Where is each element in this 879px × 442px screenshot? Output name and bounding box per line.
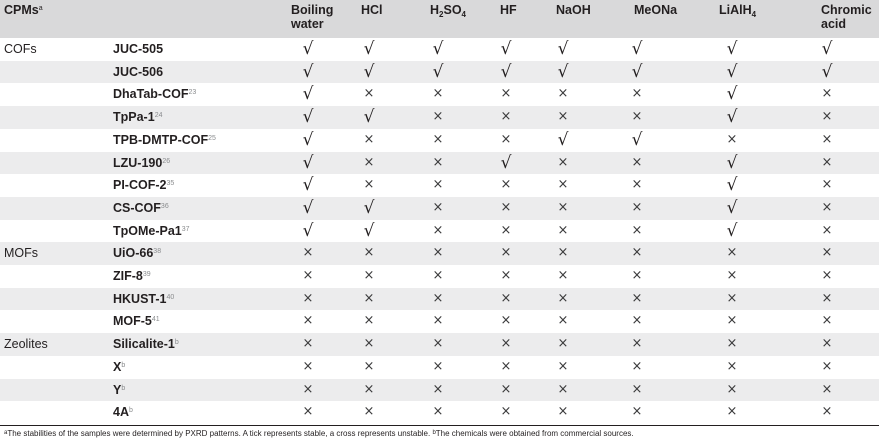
stable-tick-mark: √ <box>631 39 643 59</box>
unstable-cross-mark: × <box>557 222 569 238</box>
header-meona: MeONa <box>634 3 678 17</box>
unstable-cross-mark: × <box>726 358 738 374</box>
unstable-cross-mark: × <box>821 222 833 238</box>
header-lialh4: LiAlH$_4$ <box>719 3 757 19</box>
row-material-name <box>113 174 174 197</box>
unstable-cross-mark: × <box>363 381 375 397</box>
unstable-cross-mark: × <box>432 199 444 215</box>
stable-tick-mark: √ <box>302 220 314 241</box>
material-reference: 25 <box>208 134 216 142</box>
row-material-name <box>113 220 190 243</box>
unstable-cross-mark: × <box>821 131 833 147</box>
material-name-text: Silicalite-1 <box>113 337 175 352</box>
unstable-cross-mark: × <box>363 86 375 102</box>
stable-tick-mark: √ <box>302 152 314 173</box>
unstable-cross-mark: × <box>363 154 375 170</box>
unstable-cross-mark: × <box>726 268 738 283</box>
unstable-cross-mark: × <box>821 177 833 193</box>
unstable-cross-mark: × <box>557 336 569 352</box>
material-reference: 39 <box>142 271 151 278</box>
stable-tick-mark: √ <box>631 129 643 150</box>
unstable-cross-mark: × <box>432 404 444 420</box>
unstable-cross-mark: × <box>500 109 512 125</box>
unstable-cross-mark: × <box>557 404 569 420</box>
unstable-cross-mark: × <box>557 245 569 261</box>
stable-tick-mark: √ <box>631 61 643 82</box>
header-hcl: HCl <box>361 3 383 17</box>
unstable-cross-mark: × <box>500 290 512 306</box>
table-row <box>0 129 879 152</box>
row-material-name <box>113 310 160 333</box>
stable-tick-mark: √ <box>726 39 738 59</box>
unstable-cross-mark: × <box>432 131 444 147</box>
table-row <box>0 38 879 61</box>
stable-tick-mark: √ <box>363 197 375 218</box>
material-reference: 23 <box>188 89 197 97</box>
row-group: Zeolites <box>4 337 48 352</box>
unstable-cross-mark: × <box>363 245 375 261</box>
unstable-cross-mark: × <box>821 358 833 374</box>
material-name-text: LZU-190 <box>113 155 163 170</box>
stable-tick-mark: √ <box>432 39 444 59</box>
table-row <box>0 379 879 402</box>
unstable-cross-mark: × <box>432 222 444 238</box>
unstable-cross-mark: × <box>631 177 643 193</box>
unstable-cross-mark: × <box>432 177 444 193</box>
material-reference: 36 <box>160 202 169 210</box>
footnote-text: $^a$The stabilities of the samples were determined by PXRD patterns. A tick represents stable, a cross represents unstable. $^b$The chemicals were obtained from commercial sources. <box>4 429 634 438</box>
table-row <box>0 333 879 356</box>
unstable-cross-mark: × <box>557 290 569 306</box>
unstable-cross-mark: × <box>631 222 643 238</box>
unstable-cross-mark: × <box>432 86 444 102</box>
table-row <box>0 174 879 197</box>
unstable-cross-mark: × <box>500 358 512 374</box>
header-hf: HF <box>500 3 517 17</box>
material-reference: 24 <box>154 112 163 120</box>
unstable-cross-mark: × <box>363 268 375 283</box>
table-row <box>0 310 879 333</box>
unstable-cross-mark: × <box>432 154 444 170</box>
row-group: COFs <box>4 42 37 56</box>
material-reference: 38 <box>153 248 162 256</box>
unstable-cross-mark: × <box>302 358 314 374</box>
header-boiling-water: Boiling water <box>291 3 334 31</box>
row-material-name <box>113 61 163 84</box>
material-name-text: TPB-DMTP-COF <box>113 132 209 147</box>
header-h2so4: $H_2SO_4$ <box>430 3 466 19</box>
table-row <box>0 220 879 243</box>
unstable-cross-mark: × <box>631 381 643 397</box>
unstable-cross-mark: × <box>726 381 738 397</box>
stable-tick-mark: √ <box>302 197 314 218</box>
material-name-text: MOF-5 <box>113 314 152 329</box>
unstable-cross-mark: × <box>631 358 643 374</box>
row-material-name <box>113 288 174 311</box>
unstable-cross-mark: × <box>631 86 643 102</box>
stable-tick-mark: √ <box>821 61 833 82</box>
row-material-name <box>113 242 161 265</box>
unstable-cross-mark: × <box>821 381 833 397</box>
unstable-cross-mark: × <box>821 245 833 261</box>
row-material-name <box>113 356 125 379</box>
unstable-cross-mark: × <box>500 222 512 238</box>
stable-tick-mark: √ <box>726 107 738 128</box>
unstable-cross-mark: × <box>363 290 375 306</box>
material-name-text: HKUST-1 <box>113 291 167 306</box>
unstable-cross-mark: × <box>726 131 738 147</box>
stable-tick-mark: √ <box>726 152 738 173</box>
unstable-cross-mark: × <box>432 245 444 261</box>
material-name-text: JUC-506 <box>113 64 164 79</box>
unstable-cross-mark: × <box>557 313 569 329</box>
unstable-cross-mark: × <box>432 313 444 329</box>
unstable-cross-mark: × <box>821 336 833 352</box>
unstable-cross-mark: × <box>631 154 643 170</box>
material-reference: b <box>174 339 179 347</box>
row-material-name <box>113 152 170 175</box>
unstable-cross-mark: × <box>363 177 375 193</box>
unstable-cross-mark: × <box>726 336 738 352</box>
stable-tick-mark: √ <box>500 61 512 82</box>
unstable-cross-mark: × <box>821 154 833 170</box>
material-reference: 35 <box>166 180 175 188</box>
table-footnote <box>0 425 879 442</box>
unstable-cross-mark: × <box>726 290 738 306</box>
unstable-cross-mark: × <box>302 381 314 397</box>
row-material-name <box>113 333 179 356</box>
row-group: MOFs <box>4 246 39 261</box>
unstable-cross-mark: × <box>821 86 833 102</box>
unstable-cross-mark: × <box>557 154 569 170</box>
unstable-cross-mark: × <box>631 290 643 306</box>
header-cpms: CPMs$^a$ <box>4 3 43 17</box>
material-name-text: PI-COF-2 <box>113 178 167 193</box>
table-row <box>0 83 879 106</box>
material-reference: 37 <box>181 225 190 233</box>
unstable-cross-mark: × <box>557 86 569 102</box>
stable-tick-mark: √ <box>363 39 375 59</box>
table-row <box>0 61 879 84</box>
unstable-cross-mark: × <box>821 109 833 125</box>
stable-tick-mark: √ <box>557 39 569 59</box>
material-name-text: 4A <box>113 405 129 420</box>
material-name-text: JUC-505 <box>113 42 164 56</box>
unstable-cross-mark: × <box>500 131 512 147</box>
material-reference: b <box>128 407 133 415</box>
material-name-text: ZIF-8 <box>113 269 143 283</box>
stable-tick-mark: √ <box>500 39 512 59</box>
unstable-cross-mark: × <box>726 245 738 261</box>
stable-tick-mark: √ <box>302 129 314 150</box>
material-reference: 41 <box>151 316 160 324</box>
unstable-cross-mark: × <box>363 358 375 374</box>
unstable-cross-mark: × <box>631 109 643 125</box>
unstable-cross-mark: × <box>500 177 512 193</box>
table-row <box>0 197 879 220</box>
row-material-name <box>113 265 151 288</box>
unstable-cross-mark: × <box>821 290 833 306</box>
stable-tick-mark: √ <box>726 197 738 218</box>
stable-tick-mark: √ <box>302 107 314 128</box>
unstable-cross-mark: × <box>631 313 643 329</box>
material-reference: 26 <box>162 157 171 165</box>
unstable-cross-mark: × <box>557 109 569 125</box>
material-name-text: TpPa-1 <box>113 110 155 125</box>
unstable-cross-mark: × <box>557 199 569 215</box>
unstable-cross-mark: × <box>432 358 444 374</box>
row-material-name <box>113 83 196 106</box>
unstable-cross-mark: × <box>821 313 833 329</box>
unstable-cross-mark: × <box>726 404 738 420</box>
unstable-cross-mark: × <box>821 404 833 420</box>
unstable-cross-mark: × <box>363 336 375 352</box>
unstable-cross-mark: × <box>363 404 375 420</box>
stable-tick-mark: √ <box>302 84 314 105</box>
unstable-cross-mark: × <box>302 268 314 283</box>
row-material-name <box>113 379 125 402</box>
unstable-cross-mark: × <box>557 381 569 397</box>
material-name-text: UiO-66 <box>113 246 154 261</box>
unstable-cross-mark: × <box>631 268 643 283</box>
row-material-name <box>113 197 169 220</box>
unstable-cross-mark: × <box>821 268 833 283</box>
unstable-cross-mark: × <box>302 245 314 261</box>
unstable-cross-mark: × <box>363 131 375 147</box>
table-row <box>0 152 879 175</box>
material-reference: b <box>121 384 126 392</box>
stable-tick-mark: √ <box>302 175 314 196</box>
unstable-cross-mark: × <box>500 268 512 283</box>
material-name-text: X <box>113 359 122 374</box>
header-chromic-acid: Chromic acid <box>821 3 872 31</box>
row-material-name <box>113 129 216 152</box>
unstable-cross-mark: × <box>557 268 569 283</box>
unstable-cross-mark: × <box>500 86 512 102</box>
unstable-cross-mark: × <box>432 109 444 125</box>
material-reference: b <box>121 361 126 369</box>
unstable-cross-mark: × <box>432 336 444 352</box>
stable-tick-mark: √ <box>726 220 738 241</box>
unstable-cross-mark: × <box>302 313 314 329</box>
unstable-cross-mark: × <box>500 404 512 420</box>
table-row <box>0 401 879 424</box>
table-row <box>0 265 879 288</box>
material-name-text: CS-COF <box>113 200 161 215</box>
stable-tick-mark: √ <box>557 61 569 82</box>
material-name-text: TpOMe-Pa1 <box>113 223 182 238</box>
unstable-cross-mark: × <box>631 245 643 261</box>
unstable-cross-mark: × <box>302 290 314 306</box>
unstable-cross-mark: × <box>500 245 512 261</box>
unstable-cross-mark: × <box>557 358 569 374</box>
stable-tick-mark: √ <box>821 39 833 59</box>
unstable-cross-mark: × <box>500 199 512 215</box>
material-name-text: DhaTab-COF <box>113 87 189 102</box>
row-material-name <box>113 106 162 129</box>
stable-tick-mark: √ <box>363 220 375 241</box>
stable-tick-mark: √ <box>557 129 569 150</box>
table-row <box>0 106 879 129</box>
stable-tick-mark: √ <box>302 39 314 59</box>
unstable-cross-mark: × <box>363 313 375 329</box>
stable-tick-mark: √ <box>726 175 738 196</box>
table-row <box>0 356 879 379</box>
stable-tick-mark: √ <box>432 61 444 82</box>
unstable-cross-mark: × <box>631 199 643 215</box>
table-header <box>0 0 879 38</box>
material-name-text: Y <box>113 382 122 397</box>
unstable-cross-mark: × <box>631 336 643 352</box>
unstable-cross-mark: × <box>432 268 444 283</box>
unstable-cross-mark: × <box>631 404 643 420</box>
material-reference: 40 <box>166 293 175 301</box>
row-material-name <box>113 401 133 424</box>
table-row <box>0 242 879 265</box>
stable-tick-mark: √ <box>500 152 512 173</box>
unstable-cross-mark: × <box>432 381 444 397</box>
unstable-cross-mark: × <box>302 336 314 352</box>
unstable-cross-mark: × <box>557 177 569 193</box>
stable-tick-mark: √ <box>302 61 314 82</box>
unstable-cross-mark: × <box>500 336 512 352</box>
row-material-name <box>113 38 163 61</box>
unstable-cross-mark: × <box>726 313 738 329</box>
unstable-cross-mark: × <box>500 381 512 397</box>
stable-tick-mark: √ <box>726 84 738 105</box>
unstable-cross-mark: × <box>500 313 512 329</box>
header-naoh: NaOH <box>556 3 591 17</box>
unstable-cross-mark: × <box>821 199 833 215</box>
unstable-cross-mark: × <box>432 290 444 306</box>
stable-tick-mark: √ <box>363 107 375 128</box>
stable-tick-mark: √ <box>726 61 738 82</box>
stable-tick-mark: √ <box>363 61 375 82</box>
unstable-cross-mark: × <box>302 404 314 420</box>
table-row <box>0 288 879 311</box>
